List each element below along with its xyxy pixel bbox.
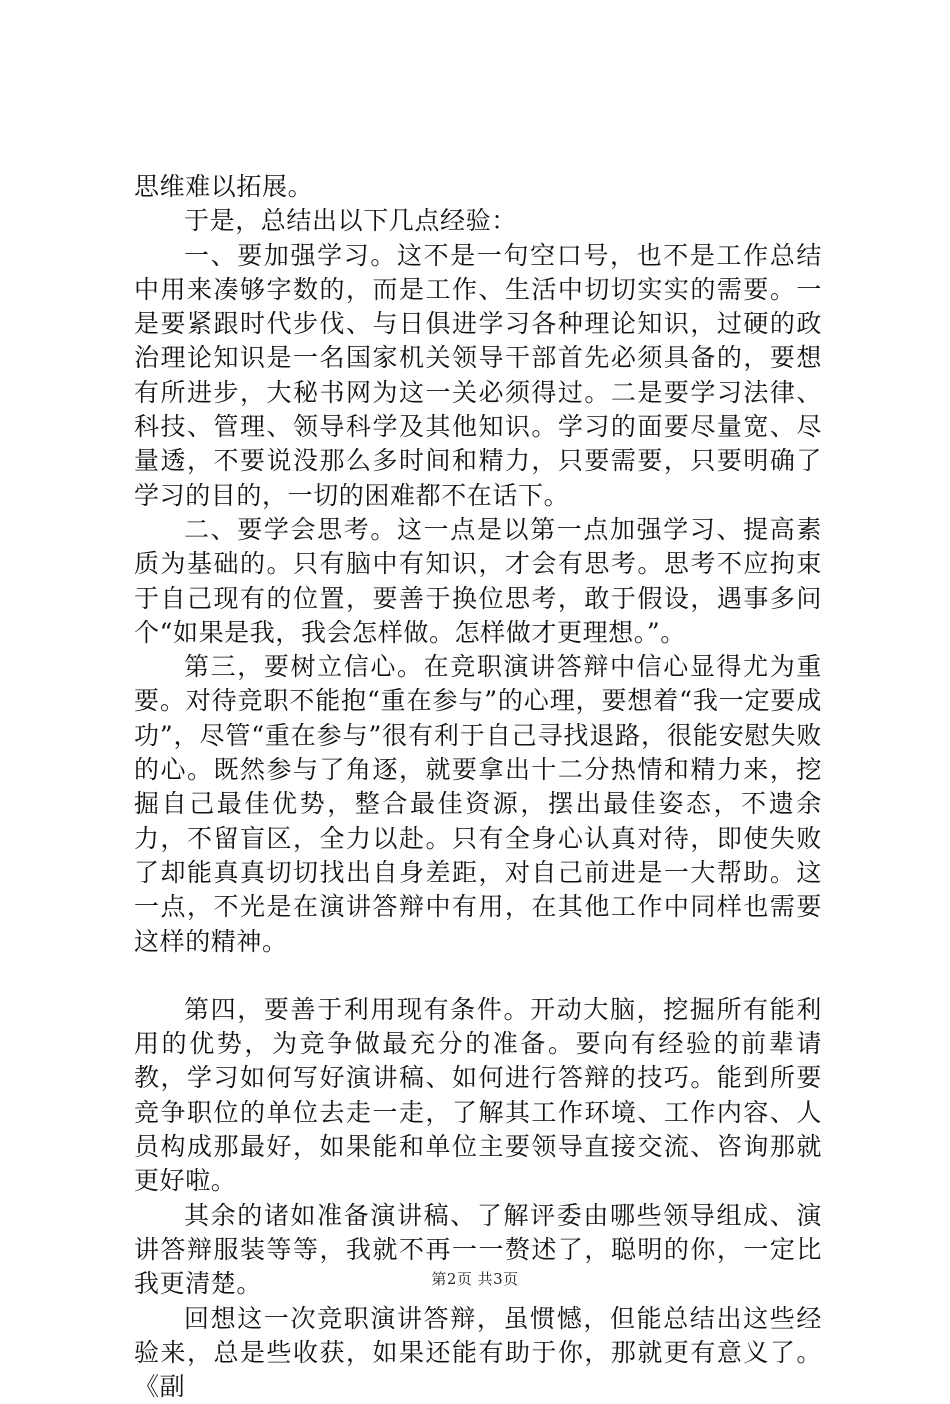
paragraph-conditions: 第四，要善于利用现有条件。开动大脑，挖掘所有能利用的优势，为竞争做最充分的准备。要向有经验的前辈请教，学习如何写好演讲稿、如何进行答辩的技巧。能到所要竞争职位的单位去走一走，了解其工作环境、工作内容、人员构成那最好，如果能和单位主要领导直接交流、咨询那就更好啦。 <box>134 993 822 1199</box>
paragraph-confidence: 第三，要树立信心。在竞职演讲答辩中信心显得尤为重要。对待竞职不能抱“重在参与”的心理，要想着“我一定要成功”，尽管“重在参与”很有利于自己寻找退路，很能安慰失败的心。既然参与了角逐，就要拿出十二分热情和精力来，挖掘自己最佳优势，整合最佳资源，摆出最佳姿态，不遗余力，不留盲区，全力以赴。只有全身心认真对待，即使失败了却能真真切切找出自身差距，对自己前进是一大帮助。这一点，不光是在演讲答辩中有用，在其他工作中同样也需要这样的精神。 <box>134 650 822 959</box>
paragraph-reflection: 回想这一次竞职演讲答辩，虽惯憾，但能总结出这些经验来，总是些收获，如果还能有助于你，那就更有意义了。《副 <box>134 1302 822 1404</box>
page-number-footer: 第2页 共3页 <box>0 1268 950 1289</box>
paragraph-intro: 于是，总结出以下几点经验： <box>134 204 822 238</box>
paragraph-spacer <box>134 959 822 993</box>
paragraph-others: 其余的诸如准备演讲稿、了解评委由哪些领导组成、演讲答辩服装等等，我就不再一一赘述了，聪明的你，一定比我更清楚。 <box>134 1199 822 1302</box>
document-body <box>134 170 822 1404</box>
paragraph-study: 一、要加强学习。这不是一句空口号，也不是工作总结中用来凑够字数的，而是工作、生活中切切实实的需要。一是要紧跟时代步伐、与日俱进学习各种理论知识，过硬的政治理论知识是一名国家机关领导干部首先必须具备的，要想有所进步，大秘书网为这一关必须得过。二是要学习法律、科技、管理、领导科学及其他知识。学习的面要尽量宽、尽量透，不要说没那么多时间和精力，只要需要，只要明确了学习的目的，一切的困难都不在话下。 <box>134 239 822 513</box>
paragraph-continuation: 思维难以拓展。 <box>134 170 822 204</box>
paragraph-think: 二、要学会思考。这一点是以第一点加强学习、提高素质为基础的。只有脑中有知识，才会有思考。思考不应拘束于自己现有的位置，要善于换位思考，敢于假设，遇事多问个“如果是我，我会怎样做。怎样做才更理想。”。 <box>134 513 822 650</box>
